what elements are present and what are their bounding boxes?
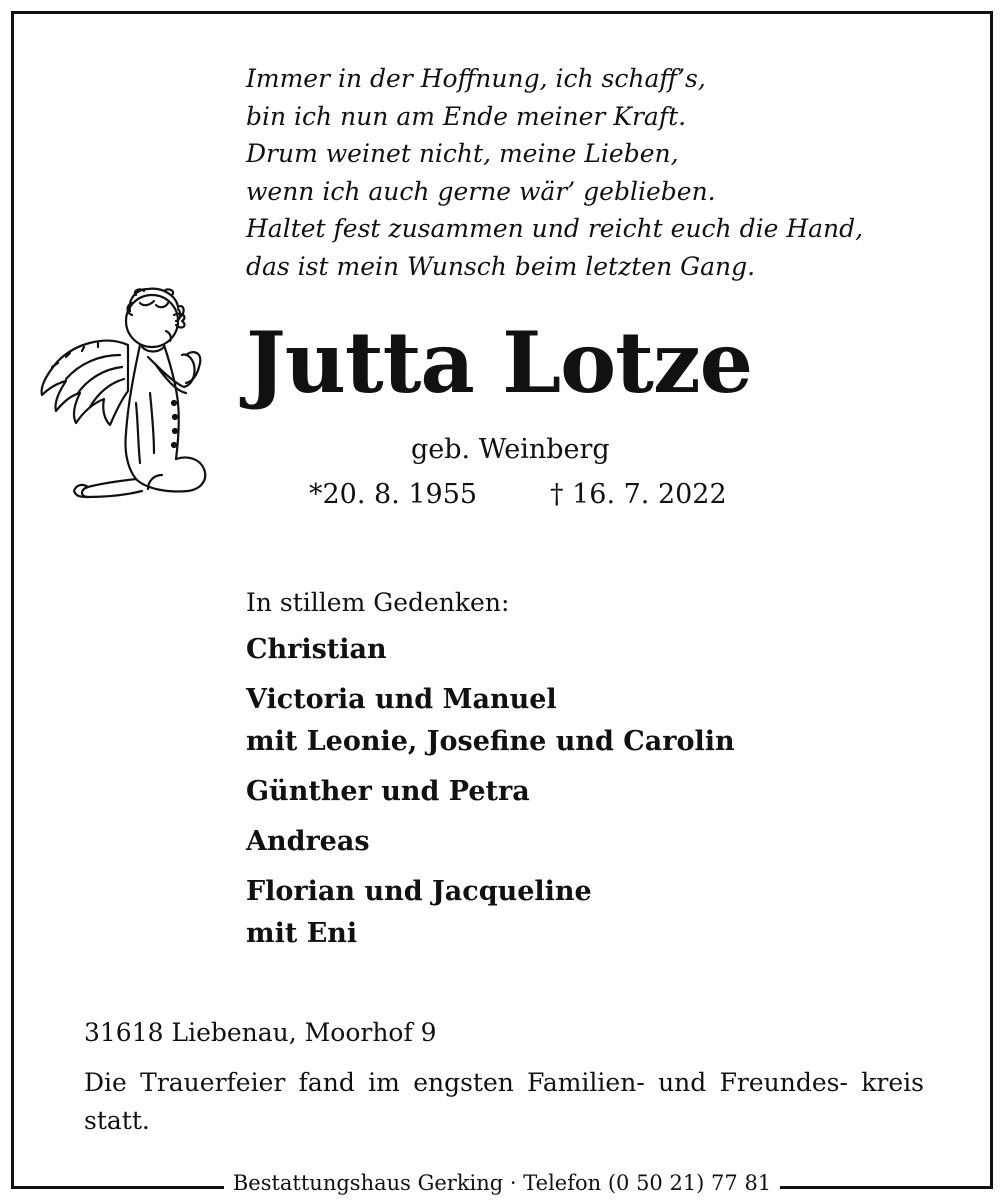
mourner-line: Christian bbox=[246, 634, 387, 665]
poem bbox=[246, 60, 863, 285]
poem-line: Drum weinet nicht, meine Lieben, bbox=[246, 139, 679, 168]
footer bbox=[11, 1163, 993, 1203]
mourner-line: Andreas bbox=[246, 826, 370, 857]
mourner-list bbox=[246, 629, 735, 963]
poem-line: das ist mein Wunsch beim letzten Gang. bbox=[246, 251, 756, 281]
address: 31618 Liebenau, Moorhof 9 bbox=[84, 1018, 437, 1047]
mourner-group bbox=[246, 871, 735, 955]
poem-line: wenn ich auch gerne wär’ geblieben. bbox=[246, 176, 716, 206]
mourner-group bbox=[246, 821, 735, 863]
mourner-group bbox=[246, 679, 735, 763]
poem-line: bin ich nun am Ende meiner Kraft. bbox=[246, 101, 687, 131]
praying-angel-icon bbox=[36, 283, 212, 511]
poem-line: Haltet fest zusammen und reicht euch die Hand, bbox=[246, 214, 864, 243]
mourner-line: Günther und Petra bbox=[246, 776, 530, 807]
mourner-group bbox=[246, 629, 735, 671]
mourner-group bbox=[246, 771, 735, 813]
mourner-line: Florian und Jacqueline bbox=[246, 876, 592, 907]
mourner-line: Victoria und Manuel bbox=[246, 684, 557, 715]
funeral-home-contact: Bestattungshaus Gerking · Telefon (0 50 21) 77 81 bbox=[224, 1168, 780, 1198]
death-date: † 16. 7. 2022 bbox=[550, 479, 727, 510]
mourner-line: mit Eni bbox=[246, 918, 358, 949]
memory-intro: In stillem Gedenken: bbox=[246, 588, 510, 617]
funeral-notice: Die Trauerfeier fand im engsten Familien- und Freundes- kreis statt. bbox=[84, 1068, 924, 1135]
mourner-line: mit Leonie, Josefine und Carolin bbox=[246, 726, 735, 757]
poem-line: Immer in der Hoffnung, ich schaff’s, bbox=[246, 64, 706, 93]
birth-date: *20. 8. 1955 bbox=[309, 479, 478, 510]
maiden-name: geb. Weinberg bbox=[411, 434, 610, 465]
deceased-name: Jutta Lotze bbox=[246, 313, 753, 412]
